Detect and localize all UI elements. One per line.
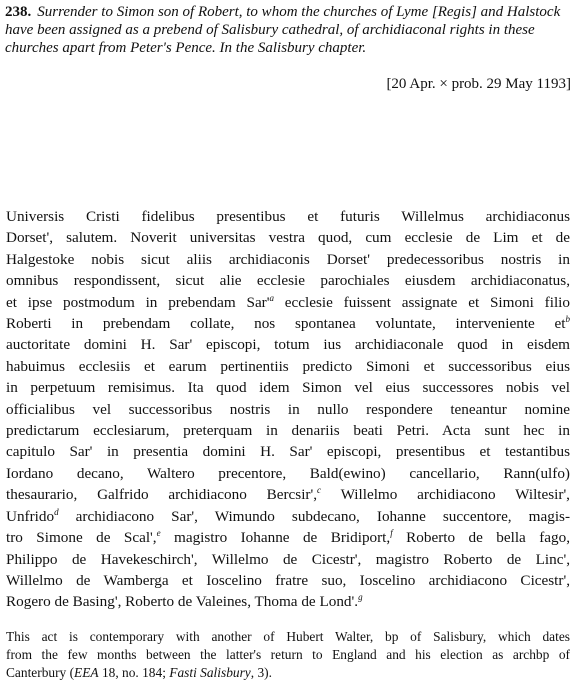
note-italic-segment: Fasti Salisbury <box>169 665 251 680</box>
note-line: from the few months between the latter's return to England and his election as archbp of <box>6 647 570 662</box>
entry-number: 238. <box>5 4 32 20</box>
charter-line <box>6 527 570 548</box>
footnote-mark-d: d <box>54 506 59 517</box>
charter-segment: thesaurario, Galfrido archidiacono Bercsir', <box>6 486 318 504</box>
entry-heading <box>5 3 571 57</box>
charter-segment: Willelmo archidiacono Wiltesir', <box>340 486 570 504</box>
charter-segment: archidiacono Sar', Wimundo subdecano, Iohanne succentore, magis- <box>75 507 571 525</box>
note-line: This act is contemporary with another of Hubert Walter, bp of Salisbury, which dates <box>6 629 570 644</box>
charter-segment: magistro Iohanne de Bridiport, <box>174 529 391 547</box>
charter-line: habuimus ecclesiis et earum pertinentiis predicto Simoni et successoribus eius <box>6 357 570 375</box>
footnote-mark-f: f <box>390 528 393 539</box>
charter-line: auctoritate domini H. Sar' episcopi, totum ius archidiaconale quod in eisdem <box>6 336 570 354</box>
footnote-mark-g: g <box>358 592 363 603</box>
charter-segment: Unfrido <box>6 507 55 525</box>
charter-segment: et ipse postmodum in prebendam Sar' <box>6 293 270 311</box>
entry-summary: Surrender to Simon son of Robert, to whom the churches of Lyme [Regis] and Halstock have been assigned as a prebend of Salisbury cathedral, of archidiaconal rights in these churches apart from Peter's Pence. In the Salisbury chapter. <box>5 4 561 56</box>
note-segment: 18, no. 184; <box>98 665 170 680</box>
charter-line: Dorset', salutem. Noverit universitas vestra quod, cum ecclesie de Lim et de <box>6 229 570 247</box>
charter-text <box>6 206 570 613</box>
note-italic-segment: EEA <box>74 665 99 680</box>
editorial-note <box>6 628 570 682</box>
charter-line: in perpetuum remisimus. Ita quod idem Simon vel eius successores nobis vel <box>6 379 570 397</box>
charter-segment: ecclesie fuissent assignate et Simoni filio <box>284 293 570 311</box>
entry-date: [20 Apr. × prob. 29 May 1193] <box>386 76 571 92</box>
charter-line: officialibus vel successoribus nostris in nullo respondere teneantur nomine <box>6 400 570 418</box>
charter-line: omnibus respondissent, sicut alie ecclesie parochiales eiusdem archidiaconatus, <box>6 272 570 290</box>
charter-segment: Rogero de Basing', Roberto de Valeines, Thoma de Lond'. <box>6 593 359 611</box>
charter-line <box>6 591 570 612</box>
charter-line: Iordano decano, Waltero precentore, Bald(ewino) cancellario, Rann(ulfo) <box>6 464 570 482</box>
charter-segment: Roberti in prebendam collate, nos spontanea voluntate, interveniente et <box>6 315 566 333</box>
charter-segment: tro Simone de Scal', <box>6 529 157 547</box>
charter-line <box>6 506 570 527</box>
footnote-mark-c: c <box>317 485 322 496</box>
note-segment: Canterbury ( <box>6 665 75 680</box>
footnote-mark-b: b <box>565 313 570 324</box>
charter-line: Universis Cristi fidelibus presentibus et futuris Willelmus archidiaconus <box>6 208 570 225</box>
footnote-mark-a: a <box>269 292 274 303</box>
charter-line: capitulo Sar' in presentia domini H. Sar' episcopi, presentibus et testantibus <box>6 443 570 461</box>
charter-line: Halgestoke nobis sicut aliis archidiaconis Dorset' predecessoribus nostris in <box>6 250 570 268</box>
charter-line: Willelmo de Wamberga et Ioscelino fratre suo, Ioscelino archidiacono Cicestr', <box>6 571 570 589</box>
charter-line: Philippo de Havekeschirch', Willelmo de Cicestr', magistro Roberto de Linc', <box>6 550 570 568</box>
note-line <box>6 664 570 682</box>
charter-line <box>6 313 570 334</box>
note-segment: , 3). <box>250 665 272 680</box>
charter-line <box>6 292 570 313</box>
charter-segment: Roberto de bella fago, <box>406 529 571 547</box>
footnote-mark-e: e <box>156 528 161 539</box>
charter-line <box>6 484 570 505</box>
charter-line: predictarum ecclesiarum, preterquam in denariis beati Petri. Acta sunt hec in <box>6 422 570 440</box>
